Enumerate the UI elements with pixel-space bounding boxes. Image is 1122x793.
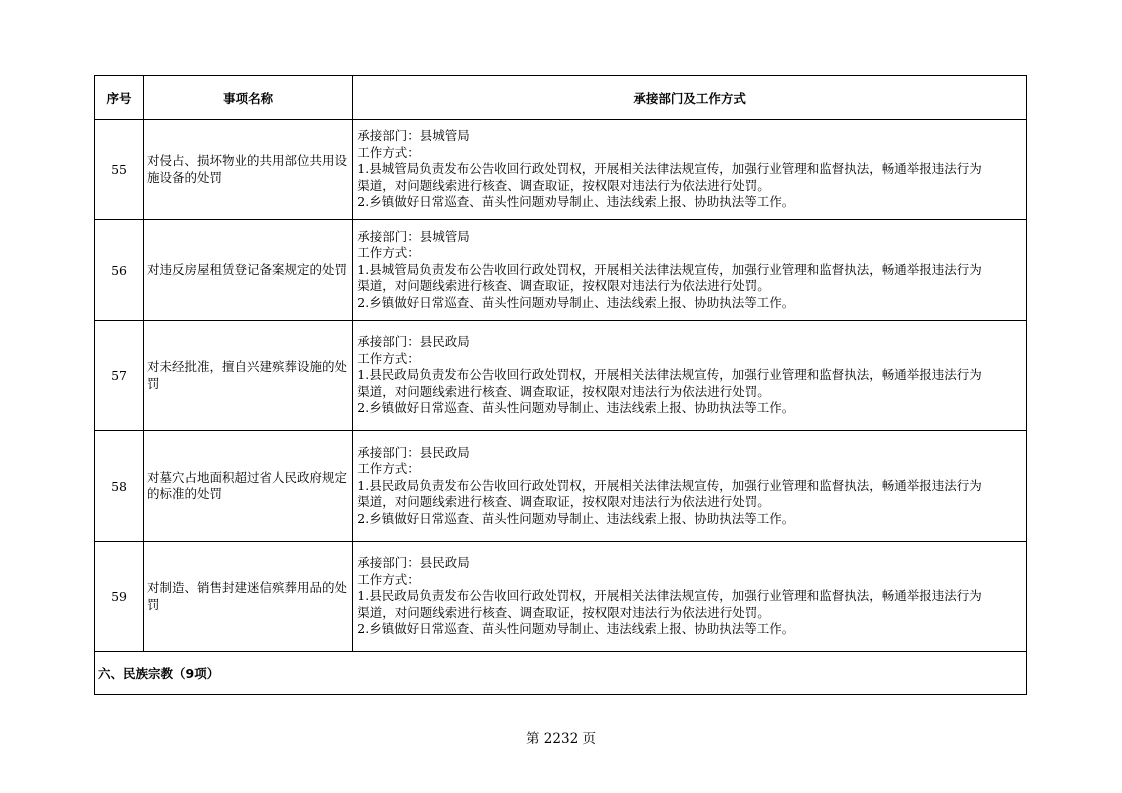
row-item-name: 对违反房屋租赁登记备案规定的处罚	[144, 220, 353, 321]
work-method-step-1-cont: 渠道，对问题线索进行核查、调查取证，按权限对违法行为依法进行处罚。	[357, 177, 770, 193]
work-method-step-2: 2.乡镇做好日常巡查、苗头性问题劝导制止、违法线索上报、协助执法等工作。	[357, 194, 795, 210]
table-row	[95, 542, 1027, 652]
work-method-step-1-cont: 渠道，对问题线索进行核查、调查取证，按权限对违法行为依法进行处罚。	[357, 383, 770, 399]
row-department-text	[353, 542, 1027, 652]
row-item-name: 对未经批准，擅自兴建殡葬设施的处罚	[144, 321, 353, 431]
work-method-step-1: 1.县民政局负责发布公告收回行政处罚权，开展相关法律法规宣传，加强行业管理和监督执法，畅通举报违法行为	[357, 477, 982, 493]
row-number: 55	[95, 120, 144, 220]
work-method-step-2: 2.乡镇做好日常巡查、苗头性问题劝导制止、违法线索上报、协助执法等工作。	[357, 510, 795, 526]
row-department-text	[353, 120, 1027, 220]
page-number: 第 2232 页	[526, 731, 596, 747]
work-method-label: 工作方式：	[357, 461, 420, 477]
work-method-step-1-cont: 渠道，对问题线索进行核查、调查取证，按权限对违法行为依法进行处罚。	[357, 278, 770, 294]
header-number: 序号	[95, 76, 144, 120]
header-department: 承接部门及工作方式	[353, 76, 1027, 120]
table-row	[95, 220, 1027, 321]
dept-unit-line: 承接部门：县城管局	[357, 228, 470, 244]
work-method-step-2: 2.乡镇做好日常巡查、苗头性问题劝导制止、违法线索上报、协助执法等工作。	[357, 294, 795, 310]
work-method-label: 工作方式：	[357, 245, 420, 261]
dept-unit-line: 承接部门：县民政局	[357, 334, 470, 350]
section-title: 六、民族宗教（9项）	[95, 652, 1027, 695]
table-row	[95, 431, 1027, 542]
header-item-name: 事项名称	[144, 76, 353, 120]
row-number: 57	[95, 321, 144, 431]
work-method-step-2: 2.乡镇做好日常巡查、苗头性问题劝导制止、违法线索上报、协助执法等工作。	[357, 621, 795, 637]
row-department-text	[353, 431, 1027, 542]
table-row	[95, 321, 1027, 431]
work-method-label: 工作方式：	[357, 350, 420, 366]
work-method-step-2: 2.乡镇做好日常巡查、苗头性问题劝导制止、违法线索上报、协助执法等工作。	[357, 400, 795, 416]
item-table	[94, 75, 1027, 695]
dept-unit-line: 承接部门：县民政局	[357, 555, 470, 571]
work-method-step-1: 1.县城管局负责发布公告收回行政处罚权，开展相关法律法规宣传，加强行业管理和监督执法，畅通举报违法行为	[357, 261, 982, 277]
row-number: 59	[95, 542, 144, 652]
row-number: 58	[95, 431, 144, 542]
section-header-row	[95, 652, 1027, 695]
work-method-label: 工作方式：	[357, 571, 420, 587]
row-item-name: 对侵占、损坏物业的共用部位共用设施设备的处罚	[144, 120, 353, 220]
work-method-step-1-cont: 渠道，对问题线索进行核查、调查取证，按权限对违法行为依法进行处罚。	[357, 494, 770, 510]
work-method-step-1: 1.县城管局负责发布公告收回行政处罚权，开展相关法律法规宣传，加强行业管理和监督执法，畅通举报违法行为	[357, 161, 982, 177]
row-number: 56	[95, 220, 144, 321]
table-row	[95, 120, 1027, 220]
work-method-step-1: 1.县民政局负责发布公告收回行政处罚权，开展相关法律法规宣传，加强行业管理和监督执法，畅通举报违法行为	[357, 588, 982, 604]
row-department-text	[353, 321, 1027, 431]
row-item-name: 对制造、销售封建迷信殡葬用品的处罚	[144, 542, 353, 652]
row-item-name: 对墓穴占地面积超过省人民政府规定的标准的处罚	[144, 431, 353, 542]
dept-unit-line: 承接部门：县民政局	[357, 444, 470, 460]
table-header-row	[95, 76, 1027, 120]
work-method-label: 工作方式：	[357, 144, 420, 160]
work-method-step-1-cont: 渠道，对问题线索进行核查、调查取证，按权限对违法行为依法进行处罚。	[357, 604, 770, 620]
row-department-text	[353, 220, 1027, 321]
work-method-step-1: 1.县民政局负责发布公告收回行政处罚权，开展相关法律法规宣传，加强行业管理和监督执法，畅通举报违法行为	[357, 367, 982, 383]
dept-unit-line: 承接部门：县城管局	[357, 128, 470, 144]
